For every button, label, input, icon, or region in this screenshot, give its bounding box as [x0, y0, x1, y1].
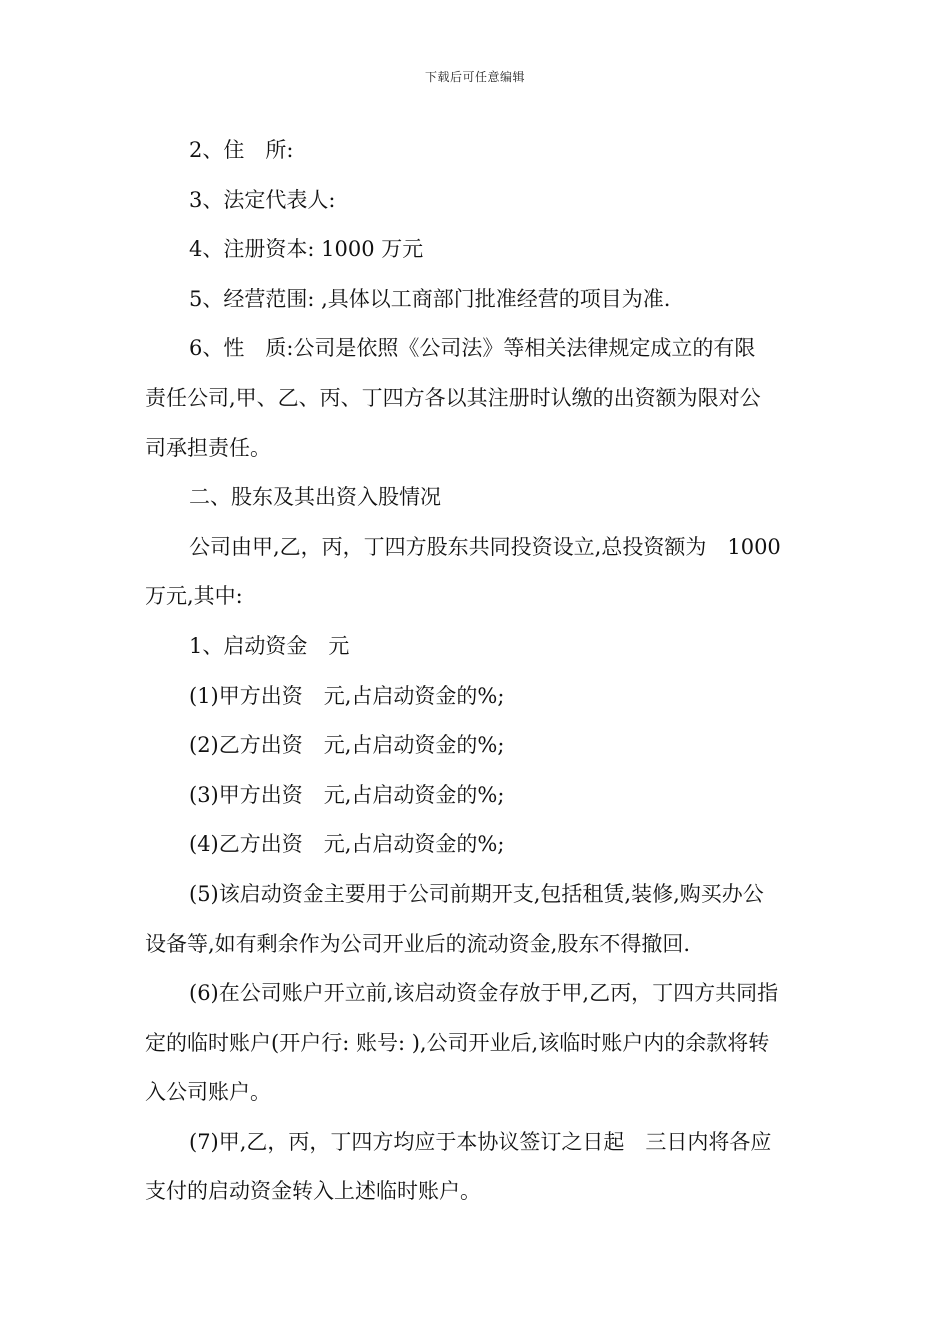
clause-5-line-1: (5)该启动资金主要用于公司前期开支,包括租赁,装修,购买办公: [189, 881, 764, 906]
contribution-item-2: (2)乙方出资 元,占启动资金的%;: [189, 733, 505, 758]
contribution-item-1: (1)甲方出资 元,占启动资金的%;: [189, 683, 505, 708]
item-nature-line-2: 责任公司,甲、乙、丙、丁四方各以其注册时认缴的出资额为限对公: [145, 385, 761, 410]
item-legal-representative: 3、法定代表人:: [189, 187, 336, 212]
document-body: [145, 126, 807, 1217]
contribution-item-3: (3)甲方出资 元,占启动资金的%;: [189, 782, 505, 807]
page-header: 下载后可任意编辑: [424, 70, 525, 84]
clause-7-line-1: (7)甲,乙，丙，丁四方均应于本协议签订之日起 三日内将各应: [189, 1129, 772, 1154]
item-nature-line-3: 司承担责任。: [145, 435, 271, 460]
item-business-scope: 5、经营范围: ,具体以工商部门批准经营的项目为准.: [189, 286, 671, 311]
contribution-item-4: (4)乙方出资 元,占启动资金的%;: [189, 832, 505, 857]
clause-6-line-3: 入公司账户。: [145, 1080, 271, 1105]
startup-funds-heading: 1、启动资金 元: [189, 633, 350, 658]
item-address: 2、住 所:: [189, 138, 294, 162]
item-registered-capital: 4、注册资本: 1000 万元: [189, 237, 424, 262]
section-heading-shareholders: 二、股东及其出资入股情况: [189, 485, 441, 510]
investment-line-1: 公司由甲,乙，丙，丁四方股东共同投资设立,总投资额为 1000: [189, 534, 781, 559]
clause-6-line-2: 定的临时账户(开户行: 账号: ),公司开业后,该临时账户内的余款将转: [145, 1030, 770, 1055]
investment-line-2: 万元,其中:: [145, 584, 243, 609]
clause-7-line-2: 支付的启动资金转入上述临时账户。: [145, 1179, 481, 1204]
clause-5-line-2: 设备等,如有剩余作为公司开业后的流动资金,股东不得撤回.: [145, 931, 691, 956]
item-nature-line-1: 6、性 质:公司是依照《公司法》等相关法律规定成立的有限: [189, 336, 756, 361]
clause-6-line-1: (6)在公司账户开立前,该启动资金存放于甲,乙丙，丁四方共同指: [189, 981, 779, 1006]
